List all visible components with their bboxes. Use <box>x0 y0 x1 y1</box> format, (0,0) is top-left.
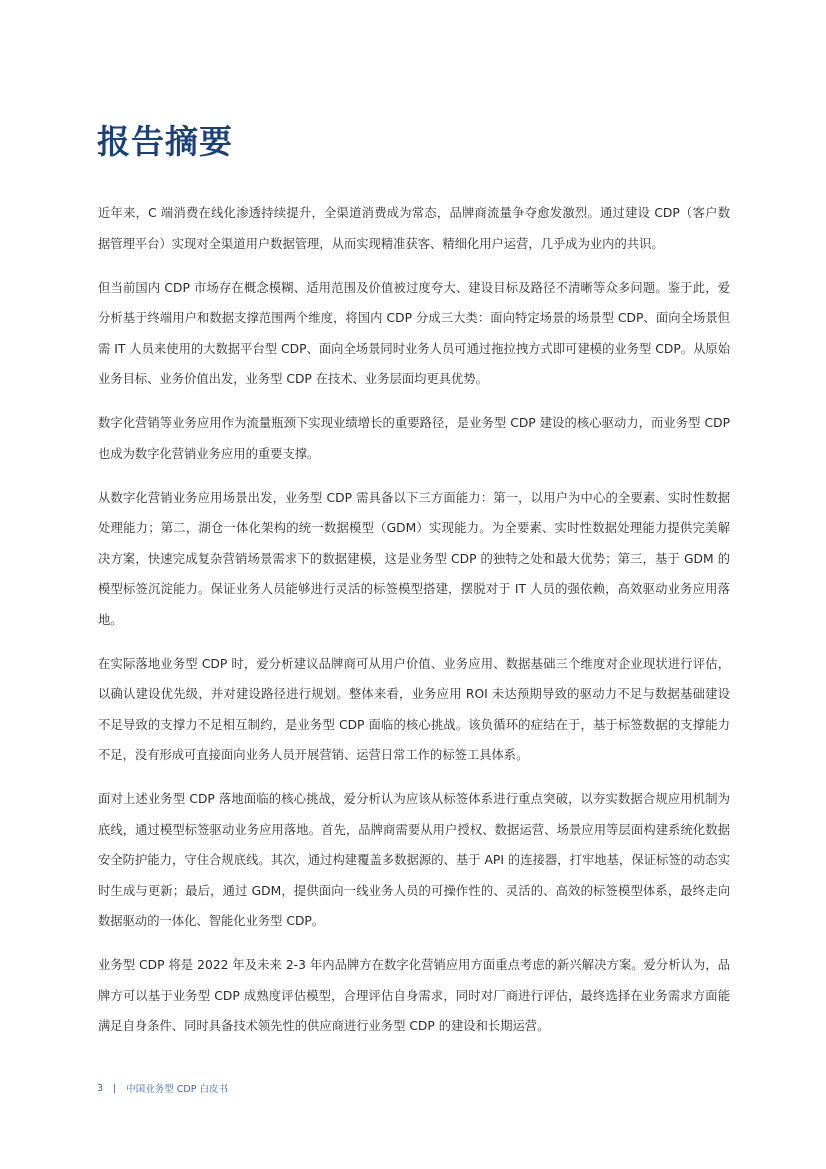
paragraph-3: 数字化营销等业务应用作为流量瓶颈下实现业绩增长的重要路径，是业务型 CDP 建设的核心驱动力，而业务型 CDP 也成为数字化营销业务应用的重要支撑。 <box>98 416 730 461</box>
paragraph-6: 面对上述业务型 CDP 落地面临的核心挑战，爱分析认为应该从标签体系进行重点突破，以夯实数据合规应用机制为底线，通过模型标签驱动业务应用落地。首先，品牌商需要从用户授权、数据运营、场景应用等层面构建系统化数据安全防护能力，守住合规底线。其次，通过构建覆盖多数据源的、基于 API 的连接器，打牢地基，保证标签的动态实时生成与更新；最后，通过 GDM，提供面向一线业务人员的可操作性的、灵活的、高效的标签模型体系，最终走向数据驱动的一体化、智能化业务型 CDP。 <box>98 792 730 928</box>
paragraph-2: 但当前国内 CDP 市场存在概念模糊、适用范围及价值被过度夸大、建设目标及路径不清晰等众多问题。鉴于此，爱分析基于终端用户和数据支撑范围两个维度，将国内 CDP 分成三大类：面向特定场景的场景型 CDP、面向全场景但需 IT 人员来使用的大数据平台型 CDP、面向全场景同时业务人员可通过拖拉拽方式即可建模的业务型 CDP。从原始业务目标、业务价值出发，业务型 CDP 在技术、业务层面均更具优势。 <box>98 280 730 386</box>
footer-separator: | <box>113 1082 117 1094</box>
report-summary-body <box>98 198 730 1055</box>
page-footer <box>97 1081 228 1095</box>
paragraph-1: 近年来，C 端消费在线化渗透持续提升，全渠道消费成为常态，品牌商流量争夺愈发激烈。通过建设 CDP（客户数据管理平台）实现对全渠道用户数据管理，从而实现精准获客、精细化用户运营，几乎成为业内的共识。 <box>98 206 730 251</box>
footer-page-number: 3 <box>97 1082 104 1094</box>
footer-doc-title: 中国业务型 CDP 白皮书 <box>126 1084 228 1095</box>
page-title: 报告摘要 <box>97 122 233 161</box>
paragraph-5: 在实际落地业务型 CDP 时，爱分析建议品牌商可从用户价值、业务应用、数据基础三个维度对企业现状进行评估，以确认建设优先级，并对建设路径进行规划。整体来看，业务应用 ROI 未达预期导致的驱动力不足与数据基础建设不足导致的支撑力不足相互制约，是业务型 CDP 面临的核心挑战。该负循环的症结在于，基于标签数据的支撑能力不足，没有形成可直接面向业务人员开展营销、运营日常工作的标签工具体系。 <box>98 656 730 762</box>
paragraph-4: 从数字化营销业务应用场景出发，业务型 CDP 需具备以下三方面能力：第一，以用户为中心的全要素、实时性数据处理能力；第二，湖仓一体化架构的统一数据模型（GDM）实现能力。为全要素、实时性数据处理能力提供完美解决方案，快速完成复杂营销场景需求下的数据建模，这是业务型 CDP 的独特之处和最大优势；第三，基于 GDM 的模型标签沉淀能力。保证业务人员能够进行灵活的标签模型搭建，摆脱对于 IT 人员的强依赖，高效驱动业务应用落地。 <box>98 490 730 627</box>
paragraph-7: 业务型 CDP 将是 2022 年及未来 2-3 年内品牌方在数字化营销应用方面重点考虑的新兴解决方案。爱分析认为，品牌方可以基于业务型 CDP 成熟度评估模型，合理评估自身需求，同时对厂商进行评估，最终选择在业务需求方面能满足自身条件、同时具备技术领先性的供应商进行业务型 CDP 的建设和长期运营。 <box>98 958 730 1033</box>
